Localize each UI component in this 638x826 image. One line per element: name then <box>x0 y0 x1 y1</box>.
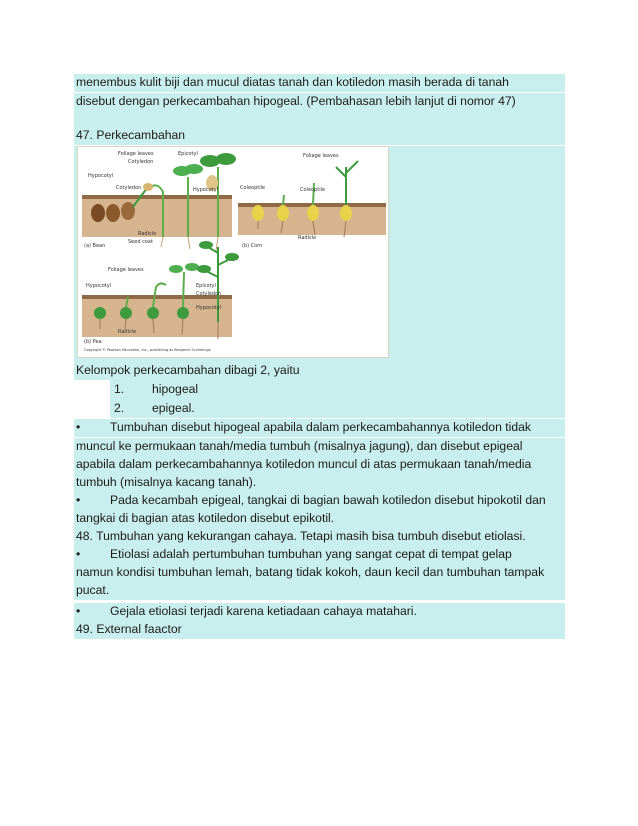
list-item <box>110 399 565 418</box>
svg-text:Hypocotyl: Hypocotyl <box>86 283 112 289</box>
svg-text:Cotyledon: Cotyledon <box>196 291 222 297</box>
bean-diagram <box>82 151 236 251</box>
svg-text:Seed coat: Seed coat <box>128 239 153 245</box>
svg-text:Hypocotyl: Hypocotyl <box>88 173 114 179</box>
list-number: 2. <box>114 401 125 415</box>
bullet1-line2: muncul ke permukaan tanah/media tumbuh (misalnya jagung), dan disebut epigeal <box>74 438 565 456</box>
section-49-title: 49. External faactor <box>74 621 565 639</box>
pea-diagram <box>82 241 239 352</box>
svg-text:Copyright © Pearson Education,: Copyright © Pearson Education, Inc., publishing as Benjamin Cummings <box>84 348 211 352</box>
bullet-text: Gejala etiolasi terjadi karena ketiadaan cahaya matahari. <box>110 604 417 618</box>
bullet-mark: • <box>76 420 81 434</box>
bullet-text: Etiolasi adalah pertumbuhan tumbuhan yang sangat cepat di tempat gelap <box>110 547 512 561</box>
svg-text:(b) Corn: (b) Corn <box>242 243 263 249</box>
bullet-mark: • <box>76 604 81 618</box>
bullet2-line1 <box>74 492 565 510</box>
list-text: hipogeal <box>152 382 199 396</box>
list-item <box>110 380 565 399</box>
list-number: 1. <box>114 382 125 396</box>
svg-text:Hypocotyl: Hypocotyl <box>193 187 219 193</box>
list-text: epigeal. <box>152 401 195 415</box>
bullet2-line2: tangkai di bagian atas kotiledon disebut epikotil. <box>74 510 565 528</box>
bullet3-line1 <box>74 546 565 564</box>
bullet3-line2: namun kondisi tumbuhan lemah, batang tidak kokoh, daun kecil dan tumbuhan tampak <box>74 564 565 582</box>
bullet-text: Tumbuhan disebut hipogeal apabila dalam perkecambahannya kotiledon tidak <box>110 420 531 434</box>
svg-text:Radicle: Radicle <box>138 231 157 237</box>
svg-text:Cotyledon: Cotyledon <box>116 185 142 191</box>
section-48-title: 48. Tumbuhan yang kekurangan cahaya. Tetapi masih bisa tumbuh disebut etiolasi. <box>74 528 565 546</box>
bullet1-line1 <box>74 419 565 437</box>
svg-text:(a) Bean: (a) Bean <box>84 243 106 249</box>
svg-text:Foliage leaves: Foliage leaves <box>108 267 144 273</box>
svg-text:Cotyledon: Cotyledon <box>128 159 154 165</box>
svg-text:Epicotyl: Epicotyl <box>196 283 216 289</box>
svg-text:Foliage leaves: Foliage leaves <box>303 153 339 159</box>
bullet1-line3: apabila dalam perkecambahannya kotiledon muncul di atas permukaan tanah/media <box>74 456 565 474</box>
svg-text:Foliage leaves: Foliage leaves <box>118 151 154 157</box>
svg-text:Coleoptile: Coleoptile <box>240 185 266 191</box>
intro-line-1: menembus kulit biji dan mucul diatas tanah dan kotiledon masih berada di tanah <box>74 74 565 92</box>
bullet-mark: • <box>76 493 81 507</box>
svg-text:Hypocotyl: Hypocotyl <box>196 305 222 311</box>
section-47-title: 47. Perkecambahan <box>74 127 565 145</box>
kelompok-line: Kelompok perkecambahan dibagi 2, yaitu <box>74 362 565 380</box>
svg-text:(b) Pea: (b) Pea <box>84 339 102 345</box>
svg-text:Radicle: Radicle <box>118 329 137 335</box>
corn-diagram <box>238 153 386 249</box>
svg-text:Radicle: Radicle <box>298 235 317 241</box>
svg-text:Epicotyl: Epicotyl <box>178 151 198 157</box>
germination-diagram <box>78 147 388 357</box>
bullet1-line4: tumbuh (misalnya kacang tanah). <box>74 474 565 492</box>
bullet3-line3: pucat. <box>74 582 565 600</box>
bullet-mark: • <box>76 547 81 561</box>
svg-text:Coleoptile: Coleoptile <box>300 187 326 193</box>
germination-figure <box>77 146 389 358</box>
intro-line-2: disebut dengan perkecambahan hipogeal. (Pembahasan lebih lanjut di nomor 47) <box>74 93 565 111</box>
bullet-text: Pada kecambah epigeal, tangkai di bagian bawah kotiledon disebut hipokotil dan <box>110 493 546 507</box>
bullet4-line1 <box>74 603 565 621</box>
